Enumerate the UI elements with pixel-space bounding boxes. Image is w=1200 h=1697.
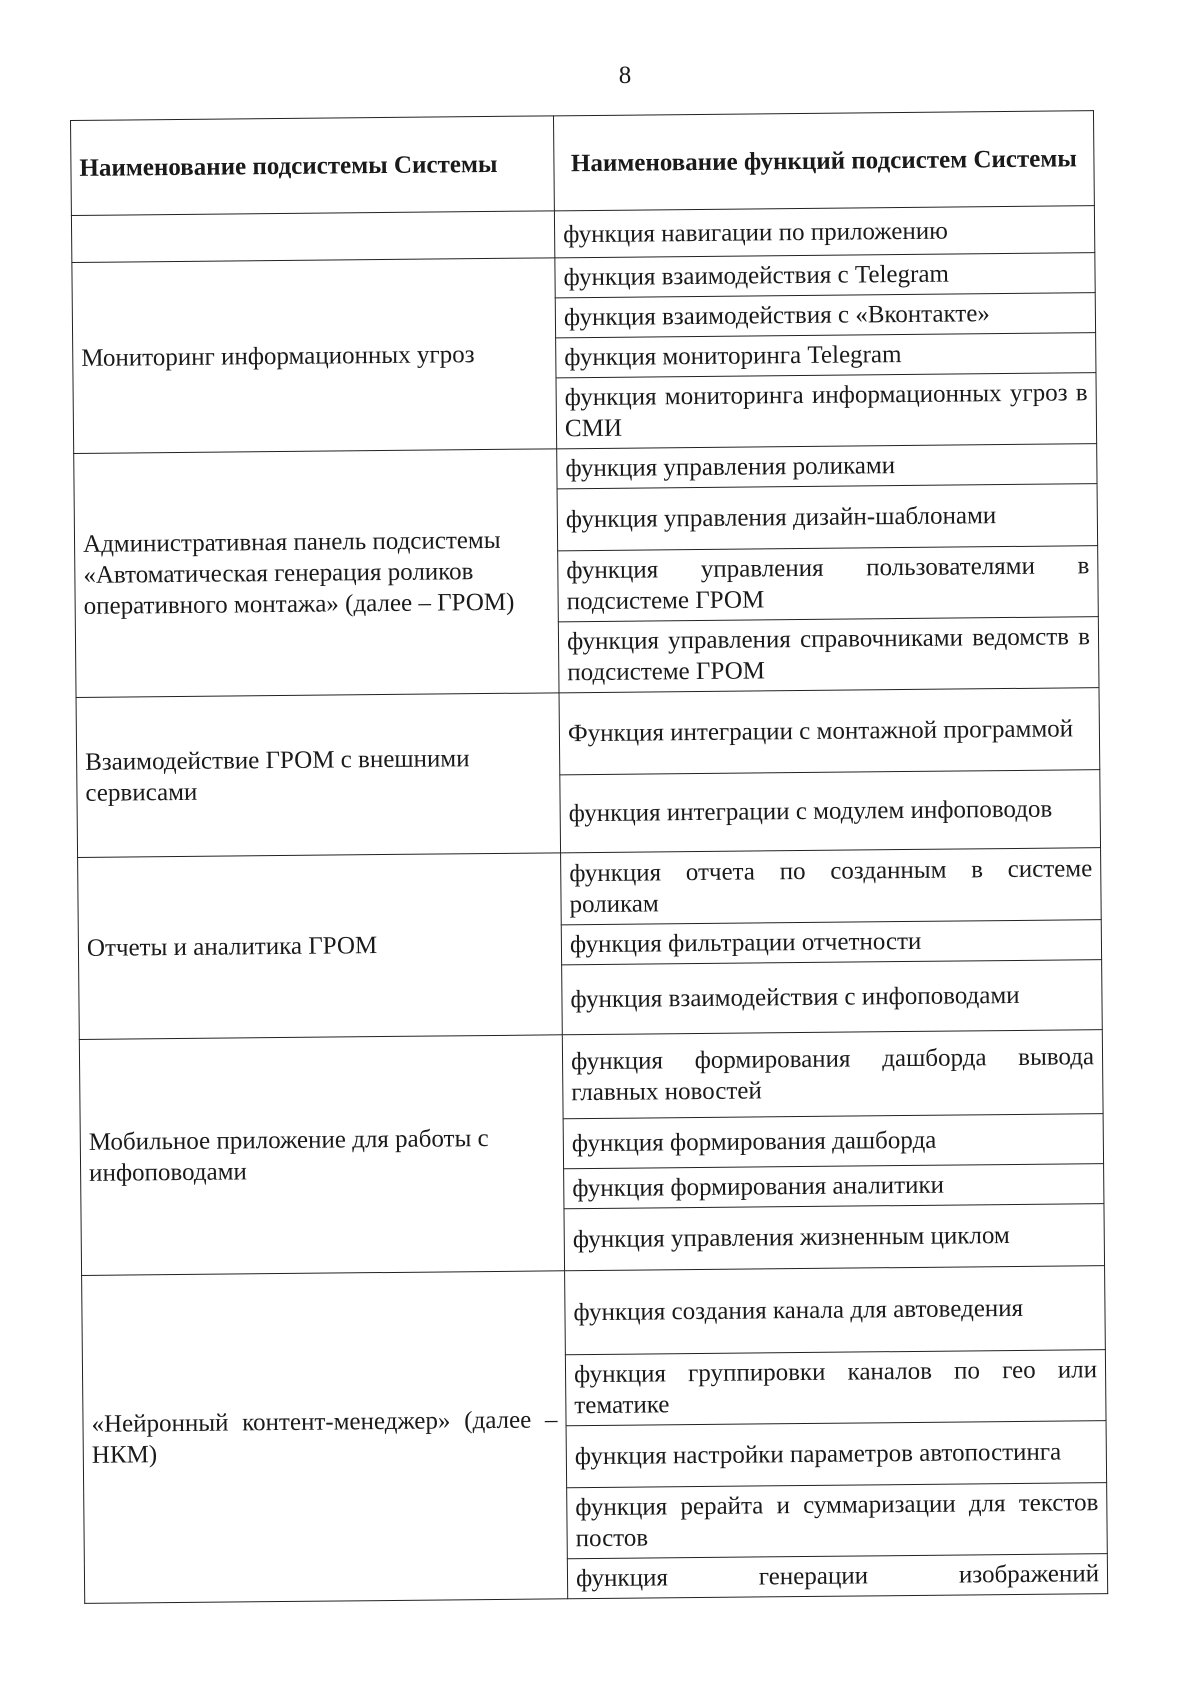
function-cell: функция мониторинга Telegram [556, 333, 1096, 378]
function-cell: функция взаимодействия с Telegram [555, 253, 1095, 298]
function-cell: Функция интеграции с монтажной программой [559, 688, 1100, 775]
header-subsystem: Наименование подсистемы Системы [71, 116, 555, 216]
subsystem-cell: Отчеты и аналитика ГРОМ [78, 853, 563, 1040]
function-cell: функция группировки каналов по гео или тематике [565, 1350, 1106, 1426]
function-cell: функция взаимодействия с инфоповодами [562, 960, 1103, 1035]
subsystem-cell: Взаимодействие ГРОМ с внешними сервисами [76, 693, 561, 858]
subsystem-cell: Мобильное приложение для работы с инфоповодами [79, 1035, 564, 1276]
table-row [76, 688, 1100, 780]
function-cell: функция управления жизненным циклом [564, 1204, 1105, 1271]
header-functions: Наименование функций подсистем Системы [553, 111, 1094, 211]
function-cell: функция управления пользователями в подсистеме ГРОМ [558, 546, 1099, 622]
function-cell: функция управления дизайн-шаблонами [557, 484, 1098, 551]
table-header-row [71, 111, 1095, 216]
function-cell: функция рерайта и суммаризации для текстов постов [567, 1483, 1108, 1559]
function-cell: функция навигации по приложению [554, 206, 1094, 258]
function-cell: функция настройки параметров автопостинга [566, 1421, 1107, 1488]
function-cell: функция фильтрации отчетности [561, 920, 1101, 965]
subsystem-cell: Мониторинг информационных угроз [72, 258, 557, 454]
table-row [82, 1266, 1106, 1360]
function-cell: функция генерации изображений [567, 1554, 1107, 1599]
function-cell: функция формирования дашборда [563, 1114, 1103, 1169]
table-row [78, 848, 1102, 930]
function-cell: функция мониторинга информационных угроз в СМИ [556, 373, 1097, 449]
subsystem-cell: Административная панель подсистемы «Автоматическая генерация роликов оперативного монтажа» (далее – ГРОМ) [74, 449, 559, 698]
table-row [79, 1030, 1103, 1124]
function-cell: функция отчета по созданным в системе роликам [561, 848, 1102, 925]
function-cell: функция управления справочниками ведомств в подсистеме ГРОМ [558, 617, 1099, 693]
subsystem-cell [71, 211, 554, 263]
function-cell: функция интеграции с модулем инфоповодов [560, 770, 1101, 853]
subsystems-table [70, 110, 1108, 1604]
function-cell: функция формирования аналитики [564, 1164, 1104, 1209]
function-cell: функция взаимодействия с «Вконтакте» [555, 293, 1095, 338]
function-cell: функция управления роликами [557, 444, 1097, 489]
subsystem-cell: «Нейронный контент-менеджер» (далее – НКМ) [82, 1271, 568, 1604]
page-number: 8 [618, 62, 632, 89]
function-cell: функция формирования дашборда вывода главных новостей [562, 1030, 1103, 1119]
function-cell: функция создания канала для автоведения [565, 1266, 1106, 1355]
